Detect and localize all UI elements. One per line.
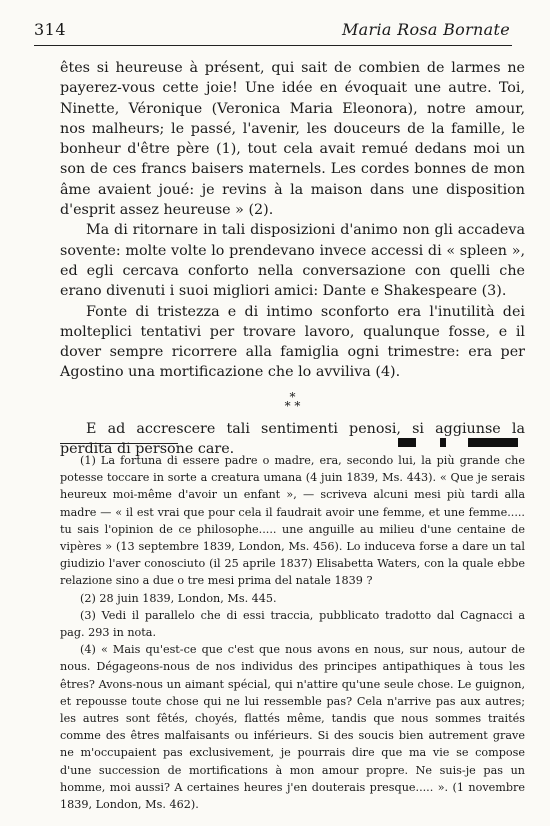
page-header [34, 20, 510, 44]
redaction-mark [440, 438, 446, 447]
redaction-mark [468, 438, 518, 447]
paragraph: Fonte di tristezza e di intimo sconforto era l'inutilità dei molteplici tentativi per trovare lavoro, qualunque fosse, e il dover sempre ricorrere alla famiglia ogni trimestre: era per Agostino una mortificazione che lo avviliva (4). [60, 303, 525, 381]
footnote: (1) La fortuna di essere padre o madre, era, secondo lui, la più grande che potesse toccare in sorte a creatura umana (4 juin 1839, Ms. 443). « Que je serais heureux moi-même d'avoir un enfant », — scriveva alcuni mesi più tardi alla madre — « il est vrai que pour cela il faudrait avoir une femme, et une femme..... tu sais l'opinion de ce philosophe..... une anguille au milieu d'une centaine de vipères » (13 septembre 1839, London, Ms. 456). Lo induceva forse a dare un tal giudizio l'aver conosciuto (il 25 aprile 1837) Elisabetta Waters, con la quale ebbe relazione sino a due o tre mesi prima del natale 1839 ? [60, 454, 525, 588]
paragraph: E ad accrescere tali sentimenti penosi, si aggiunse la perdita di persone care. [60, 420, 525, 458]
footnote-rule [60, 443, 178, 444]
footnotes [60, 452, 525, 813]
running-head: Maria Rosa Bornate [341, 20, 510, 39]
header-rule [34, 45, 512, 46]
footnote: (2) 28 juin 1839, London, Ms. 445. [80, 591, 277, 605]
paragraph: êtes si heureuse à présent, qui sait de combien de larmes ne payerez-vous cette joie! Une idée en évoquait une autre. Toi, Ninette, Véronique (Veronica Maria Eleonora), notre amour, nos malheurs; le passé, l'avenir, les douceurs de la famille, le bonheur d'être père (1), tout cela avait remué dedans moi un son de ces francs baisers maternels. Les cordes bonnes de mon âme avaient joué: je revins à la maison dans une disposition d'esprit assez heureuse » (2). [60, 60, 525, 219]
paragraph: Ma di ritornare in tali disposizioni d'animo non gli accadeva sovente: molte volte lo prendevano invece accessi di « spleen », ed egli cercava conforto nella conversazione con quelli che erano divenuti i suoi migliori amici: Dante e Shakespeare (3). [60, 222, 525, 300]
redaction-mark [398, 438, 416, 447]
main-text [60, 58, 525, 459]
footnote: (4) « Mais qu'est-ce que c'est que nous avons en nous, sur nous, autour de nous. Dégageons-nous de nos individus des principes antipathiques à tous les êtres? Avons-nous un aimant spécial, qui n'attire qu'une seule chose. Le guignon, et repousse toute chose qui ne lui ressemble pas? Cela n'arrive pas aux autres; les autres sont fêtés, choyés, flattés même, tandis que nous sommes traités comme des êtres malfaisants ou inférieurs. Si des soucis bien autrement grave ne m'occupaient pas exclusivement, je pourrais dire que ma vie se compose d'une succession de mortifications à mon amour propre. Ne suis-je pas un homme, moi aussi? A certaines heures j'en douterais presque..... ». (1 novembre 1839, London, Ms. 462). [60, 643, 525, 812]
footnote: (3) Vedi il parallelo che di essi traccia, pubblicato tradotto dal Cagnacci a pag. 293 in nota. [60, 608, 525, 640]
asterism: * * * [284, 389, 301, 413]
page-number: 314 [34, 20, 67, 39]
